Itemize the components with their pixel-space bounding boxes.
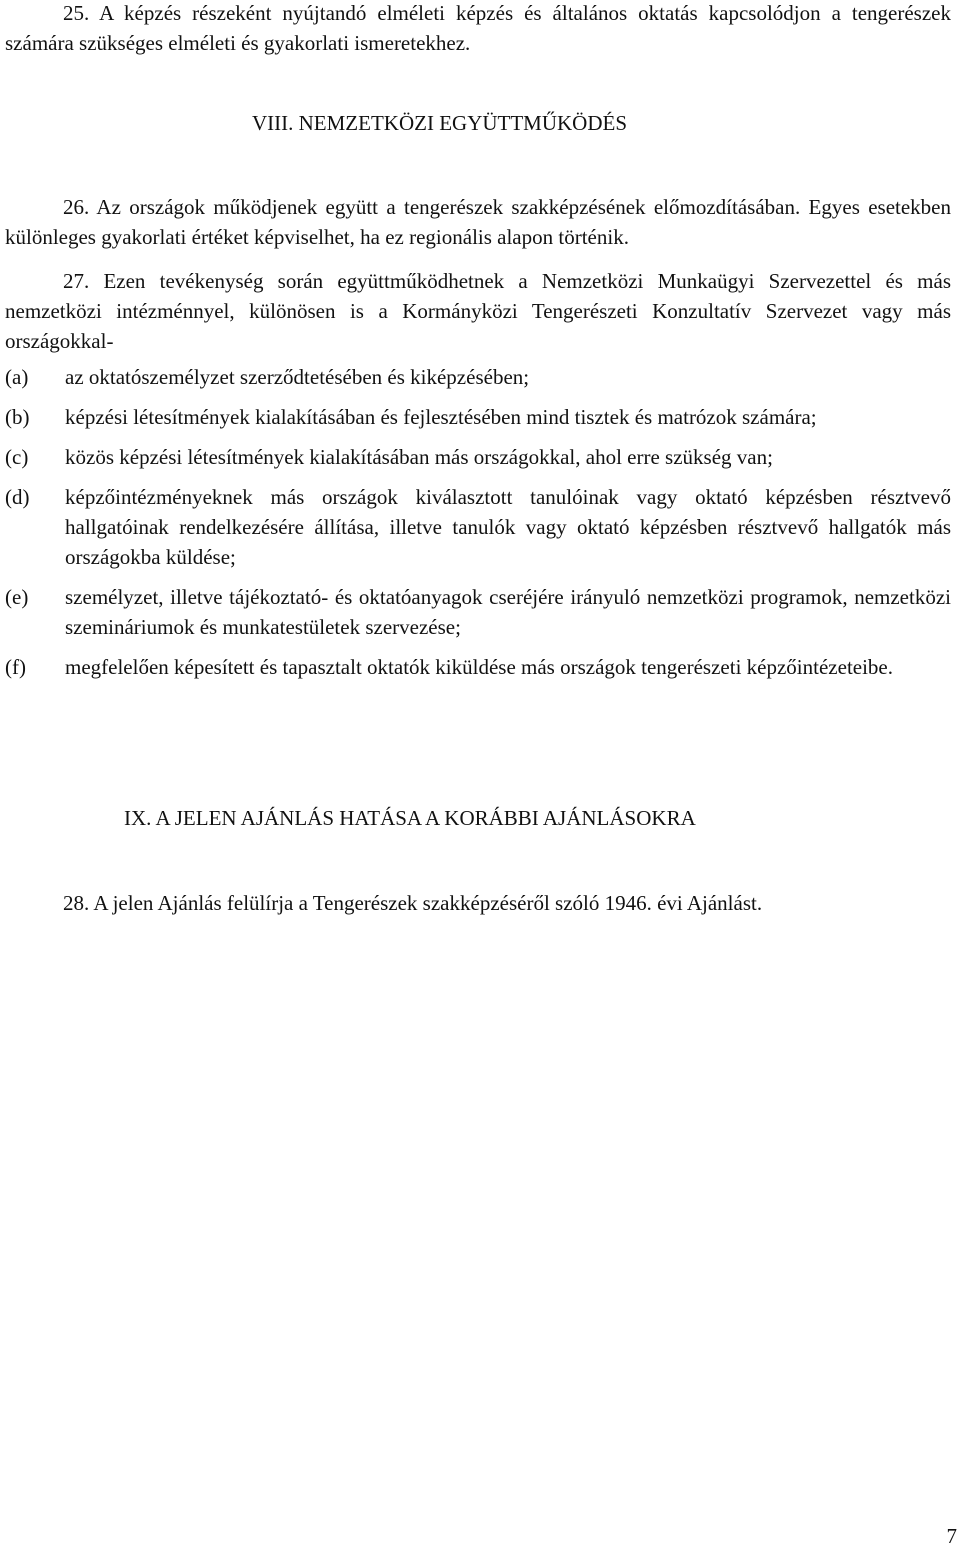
list-item-text: képzési létesítmények kialakításában és fejlesztésében mind tisztek és matrózok számára; — [65, 405, 817, 429]
paragraph-26: 26. Az országok működjenek együtt a tengerészek szakképzésének előmozdításában. Egyes esetekben különleges gyakorlati értéket képviselhet, ha ez regionális alapon történik. — [5, 195, 951, 249]
list-marker: (d) — [5, 485, 30, 509]
list-item-text: az oktatószemélyzet szerződtetésében és kiképzésében; — [65, 365, 530, 389]
cooperation-list — [5, 362, 951, 692]
list-marker: (a) — [5, 365, 29, 389]
page-number: 7 — [946, 1524, 957, 1548]
list-item — [5, 442, 951, 472]
list-marker: (b) — [5, 405, 30, 429]
list-item — [5, 482, 951, 572]
section-heading-ix: IX. A JELEN AJÁNLÁS HATÁSA A KORÁBBI AJÁNLÁSOKRA — [124, 806, 696, 830]
list-item-text: személyzet, illetve tájékoztató- és oktatóanyagok cseréjére irányuló nemzetközi programok, nemzetközi szemináriumok és munkatestületek szervezése; — [65, 585, 951, 639]
paragraph-25: 25. A képzés részeként nyújtandó elméleti képzés és általános oktatás kapcsolódjon a tengerészek számára szükséges elméleti és gyakorlati ismeretekhez. — [5, 1, 951, 55]
paragraph-28: 28. A jelen Ajánlás felülírja a Tengerészek szakképzéséről szóló 1946. évi Ajánlást. — [63, 891, 763, 915]
list-item-text: megfelelően képesített és tapasztalt oktatók kiküldése más országok tengerészeti képzőintézeteibe. — [65, 655, 894, 679]
list-item — [5, 582, 951, 642]
list-marker: (e) — [5, 585, 29, 609]
section-heading-viii: VIII. NEMZETKÖZI EGYÜTTMŰKÖDÉS — [252, 111, 628, 135]
list-item — [5, 362, 951, 392]
list-item — [5, 652, 951, 682]
list-marker: (c) — [5, 445, 29, 469]
list-marker: (f) — [5, 655, 26, 679]
list-item-text: képzőintézményeknek más országok kiválasztott tanulóinak vagy oktató képzésben résztvevő hallgatóinak rendelkezésére állítása, illetve tanulók vagy oktató képzésben résztvevő hallgatók más országokba küldése; — [65, 485, 951, 569]
paragraph-27: 27. Ezen tevékenység során együttműködhetnek a Nemzetközi Munkaügyi Szervezettel és más nemzetközi intézménnyel, különösen is a Kormányközi Tengerészeti Konzultatív Szervezet vagy más országokkal- — [5, 269, 951, 353]
list-item-text: közös képzési létesítmények kialakításában más országokkal, ahol erre szükség van; — [65, 445, 773, 469]
list-item — [5, 402, 951, 432]
